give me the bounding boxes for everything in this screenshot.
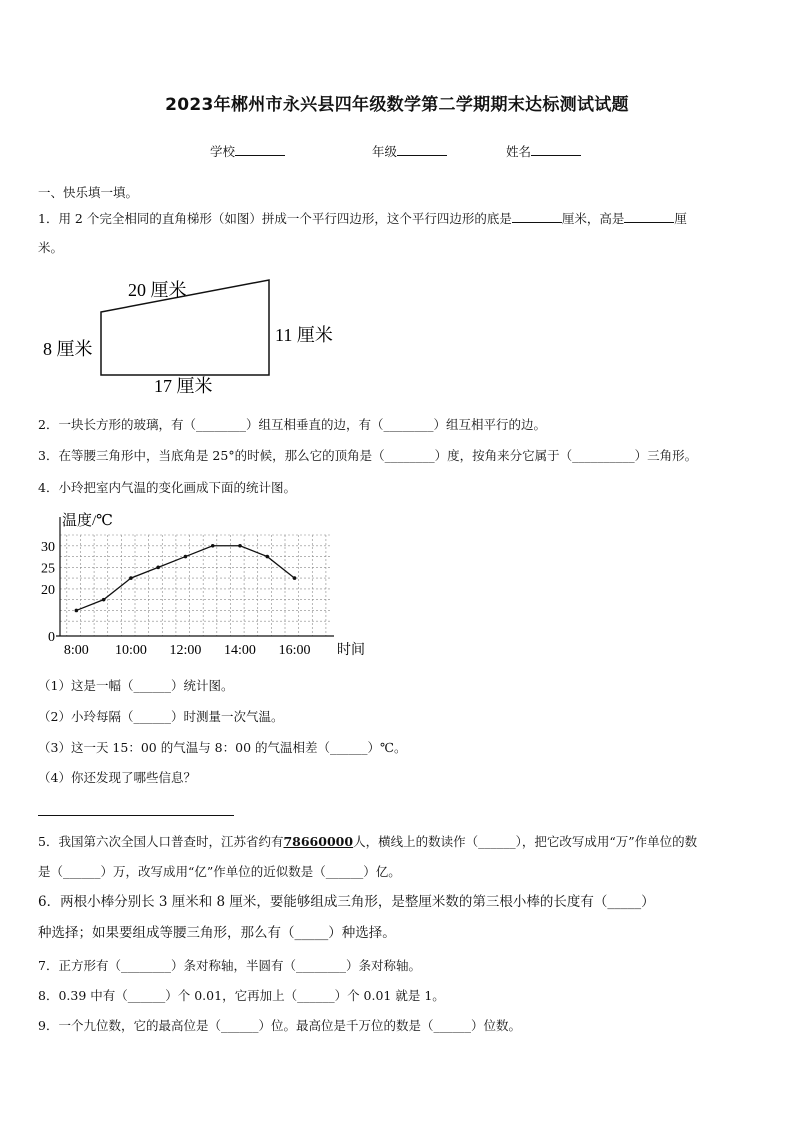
data-point-6 xyxy=(238,544,242,548)
question-5-line-1 xyxy=(38,834,697,850)
section-heading: 一、快乐填一填。 xyxy=(38,185,139,200)
name-field[interactable] xyxy=(506,142,581,160)
data-point-0 xyxy=(75,609,79,613)
q3-text: 在等腰三角形中，当底角是 25°的时候，那么它的顶角是（________）度，按角来分它属于（__________）三角形。 xyxy=(58,448,698,463)
q1-blank-base[interactable] xyxy=(512,209,562,223)
q4-text: 小玲把室内气温的变化画成下面的统计图。 xyxy=(58,480,296,495)
trapezoid-bottom-label: 17 厘米 xyxy=(154,376,213,396)
question-8 xyxy=(38,988,445,1004)
question-2 xyxy=(38,417,546,433)
x-tick-label: 10:00 xyxy=(114,643,147,658)
trapezoid-left-label: 8 厘米 xyxy=(43,339,93,359)
q3-number: 3． xyxy=(38,448,59,463)
y-tick-label: 25 xyxy=(41,561,55,577)
q6-number: 6． xyxy=(38,894,61,910)
q9-number: 9． xyxy=(38,1018,59,1033)
q2-text: 一块长方形的玻璃，有（________）组互相垂直的边，有（________）组互相平行的边。 xyxy=(58,417,546,432)
q1-number: 1． xyxy=(38,211,59,226)
question-9 xyxy=(38,1018,521,1034)
grade-label: 年级 xyxy=(372,144,398,159)
data-point-3 xyxy=(156,566,160,570)
question-1-line-2: 米。 xyxy=(38,240,64,255)
y-tick-label: 30 xyxy=(41,539,55,555)
x-tick-label: 14:00 xyxy=(224,643,256,658)
data-point-8 xyxy=(293,576,297,580)
q5-text-a: 我国第六次全国人口普查时，江苏省约有 xyxy=(58,834,284,849)
q4-sub-2: （2）小玲每隔（______）时测量一次气温。 xyxy=(38,709,284,724)
q5-number: 5． xyxy=(38,834,59,849)
chart-grid xyxy=(60,535,330,636)
x-tick-label: 16:00 xyxy=(278,643,311,658)
name-blank[interactable] xyxy=(531,142,581,156)
q4-sub-4: （4）你还发现了哪些信息？ xyxy=(38,770,196,785)
question-7 xyxy=(38,958,421,974)
q5-text-b: 人，横线上的数读作（______），把它改写成用“万”作单位的数 xyxy=(353,834,698,849)
q4-number: 4． xyxy=(38,480,59,495)
question-6-line-1 xyxy=(38,894,655,910)
q8-text: 0.39 中有（______）个 0.01，它再加上（______）个 0.01 就是 1。 xyxy=(58,988,445,1003)
q9-text: 一个九位数，它的最高位是（______）位。最高位是千万位的数是（______）位数。 xyxy=(58,1018,521,1033)
q4-sub-1: （1）这是一幅（______）统计图。 xyxy=(38,678,234,693)
grade-blank[interactable] xyxy=(397,142,447,156)
y-axis-label: 温度/℃ xyxy=(62,513,113,529)
q1-text-a: 用 2 个完全相同的直角梯形（如图）拼成一个平行四边形，这个平行四边形的底是 xyxy=(58,211,512,226)
school-blank[interactable] xyxy=(235,142,285,156)
data-point-5 xyxy=(211,544,215,548)
question-1-line-1 xyxy=(38,209,687,227)
school-label: 学校 xyxy=(210,144,236,159)
grade-field[interactable] xyxy=(372,142,447,160)
data-point-2 xyxy=(129,576,133,580)
x-tick-label: 12:00 xyxy=(169,643,202,658)
question-4 xyxy=(38,480,296,496)
temperature-line-chart xyxy=(30,505,380,665)
data-point-7 xyxy=(265,555,269,559)
data-point-1 xyxy=(102,598,106,602)
q8-number: 8． xyxy=(38,988,59,1003)
q5-underlined-number: 78660000 xyxy=(283,834,354,849)
trapezoid-right-label: 11 厘米 xyxy=(275,325,333,345)
answer-line[interactable] xyxy=(38,815,234,816)
data-point-4 xyxy=(184,555,188,559)
x-tick-label: 8:00 xyxy=(63,643,89,658)
q7-number: 7． xyxy=(38,958,59,973)
page-title: 2023年郴州市永兴县四年级数学第二学期期末达标测试试题 xyxy=(165,95,629,115)
q2-number: 2． xyxy=(38,417,59,432)
trapezoid-top-label: 20 厘米 xyxy=(128,280,187,300)
y-tick-label: 20 xyxy=(41,582,55,598)
school-field[interactable] xyxy=(210,142,285,160)
q1-text-c: 厘 xyxy=(674,211,687,226)
name-label: 姓名 xyxy=(506,144,532,159)
q1-text-b: 厘米，高是 xyxy=(561,211,625,226)
y-tick-label: 0 xyxy=(48,630,55,645)
question-3 xyxy=(38,448,697,464)
q7-text: 正方形有（________）条对称轴，半圆有（________）条对称轴。 xyxy=(58,958,421,973)
x-axis-label: 时间 xyxy=(337,643,365,658)
tick-labels xyxy=(41,540,310,658)
question-6-line-2: 种选择；如果要组成等腰三角形，那么有（_____）种选择。 xyxy=(38,925,396,941)
q6-text-a: 两根小棒分别长 3 厘米和 8 厘米，要能够组成三角形，是整厘米数的第三根小棒的长度有（_____） xyxy=(60,894,655,910)
q1-blank-height[interactable] xyxy=(624,209,674,223)
trapezoid-figure xyxy=(38,272,348,402)
q4-sub-3: （3）这一天 15：00 的气温与 8：00 的气温相差（______）℃。 xyxy=(38,740,407,755)
question-5-line-2: 是（______）万，改写成用“亿”作单位的近似数是（______）亿。 xyxy=(38,864,401,879)
